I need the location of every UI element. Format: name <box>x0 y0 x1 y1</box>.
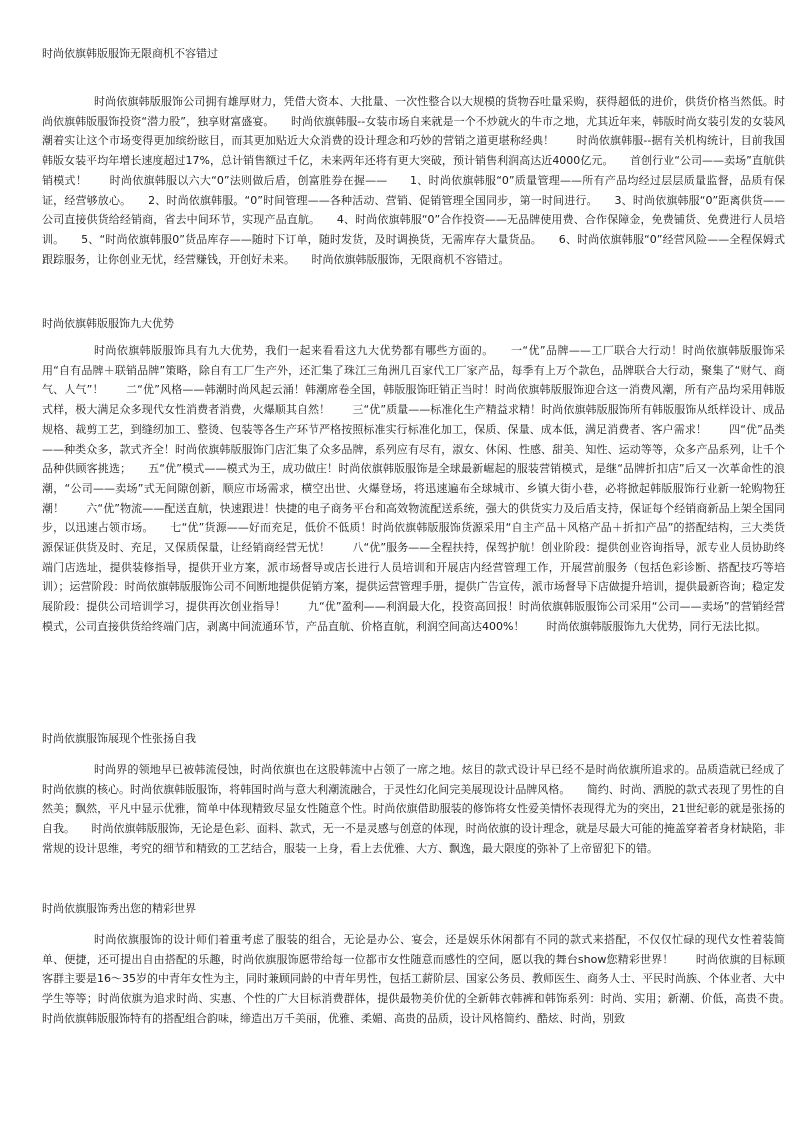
section-body-1: 时尚依旗韩版服饰公司拥有雄厚财力，凭借大资本、大批量、一次性整合以大规模的货物吞吐量采购，获得超低的进价，供货价格当然低。时尚依旗韩版服饰投资“潜力股”，独享财富盛宴。 时尚依旗韩服--女装市场自来就是一个不炒就火的牛市之地，尤其近年来，韩版时尚女装引发的女装风潮着实让这个市场变得更加缤纷眩目，而其更加贴近大众消费的设计理念和巧妙的营销之道更堪称经典！ 时尚依旗韩服--据有关机构统计，目前我国韩版女装平均年增长速度超过17%，总计销售额过千亿，未来两年还将有更大突破，预计销售利润高达近4000亿元。 首创行业“公司——卖场”直航供销模式！ 时尚依旗韩服以六大“0”法则做后盾，创富胜券在握—— 1、时尚依旗韩服“0”质量管理——所有产品均经过层层质量监督，品质有保证，经营够放心。 2、时尚依旗韩服。“0”时间管理——各种活动、营销、促销管理全国同步，第一时间进行。 3、时尚依旗韩服“0”距离供货——公司直接供货给经销商，省去中间环节，实现产品直航。 4、时尚依旗韩服“0”合作投资——无品牌使用费、合作保障金，免费铺货、免费进行人员培训。 5、“时尚依旗韩服0”货品库存——随时下订单，随时发货，及时调换货，无需库存大量货品。 6、时尚依旗韩服“0”经营风险——全程保姆式跟踪服务，让你创业无忧，经营赚钱，开创好未来。 时尚依旗韩版服饰，无限商机不容错过。 <box>42 95 785 266</box>
section-title-3: 时尚依旗服饰展现个性张扬自我 <box>42 732 196 745</box>
section-title-2: 时尚依旗韩版服饰九大优势 <box>42 317 174 330</box>
section-title-4: 时尚依旗服饰秀出您的精彩世界 <box>42 902 196 915</box>
section-body-3: 时尚界的领地早已被韩流侵蚀，时尚依旗也在这股韩流中占领了一席之地。炫目的款式设计早已经不是时尚依旗所追求的。品质造就已经成了时尚依旗的核心。时尚依旗韩版服饰，将韩国时尚与意大利潮流融合，于灵性幻化间完美展现设计品牌风格。 简约、时尚、洒脱的款式表现了男性的自然美；飘然，平凡中显示优雅，简单中体现精致尽显女性随意个性。时尚依旗借助服装的修饰将女性爱美情怀表现得尤为的突出，21世纪彰的就是张扬的自我。 时尚依旗韩版服饰，无论是色彩、面料、款式，无一不是灵感与创意的体现，时尚依旗的设计理念，就是尽最大可能的掩盖穿着者身材缺陷，非常规的设计思维，考究的细节和精致的工艺结合，服装一上身，看上去优雅、大方、飘逸，最大限度的弥补了上帝留犯下的错。 <box>42 763 785 855</box>
section-body-2: 时尚依旗韩版服饰具有九大优势，我们一起来看看这九大优势都有哪些方面的。 一“优”品牌——工厂联合大行动！时尚依旗韩版服饰采用“自有品牌＋联销品牌”策略，除自有工厂生产外，还汇集了珠江三角洲几百家代工厂家产品，每季有上万个款色，品牌联合大行动，聚集了“财气、商气、人气”！ 二“优”风格——韩潮时尚风起云涌！韩潮席卷全国，韩版服饰旺销正当时！时尚依旗韩版服饰迎合这一消费风潮，所有产品均采用韩版式样，极大满足众多现代女性消费者消费，火爆顺其自然！ 三“优”质量——标准化生产精益求精！时尚依旗韩版服饰所有韩版服饰从纸样设计、成品规格、裁剪工艺，到缝纫加工、整烫、包装等各生产环节严格按照标准实行标准化加工，保质、保量、成本低，满足消费者、客户需求！ 四“优”品类——种类众多，款式齐全！时尚依旗韩版服饰门店汇集了众多品牌，系列应有尽有，淑女、休闲、性感、甜美、知性、运动等等，众多产品系列，让千个品种供顾客挑选； 五“优”模式——模式为王，成功做庄！时尚依旗韩版服饰是全球最新崛起的服装营销模式，是继“品牌折扣店”后又一次革命性的浪潮，“公司——卖场”式无间隙创新，顺应市场需求，横空出世、火爆登场，将迅速遍布全球城市、乡镇大街小巷，必将掀起韩版服饰行业新一轮购物狂潮！ 六“优”物流——配送直航，快速跟进！快捷的电子商务平台和高效物流配送系统，强大的供货实力及后盾支持，保证每个经销商新品上架全国同步，以迅速占领市场。 七“优”货源——好而充足，低价不低质！时尚依旗韩版服饰货源采用“自主产品＋风格产品＋折扣产品”的搭配结构，三大类货源保证供货及时、充足，又保质保量，让经销商经营无忧！ 八“优”服务——全程扶持，保驾护航！创业阶段：提供创业咨询指导，派专业人员协助终端门店选址，提供装修指导，提供开业方案，派市场督导或店长进行人员培训和开展店内经营管理工作，开展营前服务（包括色彩诊断、搭配技巧等培训）；运营阶段：时尚依旗韩版服饰公司不间断地提供促销方案，提供运营管理手册，提供广告宣传，派市场督导下店做提升培训，提供最新咨询；稳定发展阶段：提供公司培训学习，提供再次创业指导！ 九“优”盈利——利润最大化，投资高回报！时尚依旗韩版服饰公司采用“公司——卖场”的营销经营模式，公司直接供货给终端门店，剥离中间流通环节，产品直航、价格直航，利润空间高达400%！ 时尚依旗韩版服饰九大优势，同行无法比拟。 <box>42 344 785 633</box>
section-body-4: 时尚依旗服饰的设计师们着重考虑了服装的组合，无论是办公、宴会，还是娱乐休闲都有不同的款式来搭配，不仅仅忙碌的现代女性着装简单、便捷，还可提出自由搭配的乐趣，时尚依旗服饰愿带给每一位都市女性随意而感性的空间，愿以我的舞台show您精彩世界！ 时尚依旗的目标顾客群主要是16～35岁的中青年女性为主，同时兼顾同龄的中青年男性，包括工薪阶层、国家公务员、教师医生、商务人士、平民时尚族、个体业者、大中学生等等；时尚依旗为追求时尚、实惠、个性的广大目标消费群体，提供最物美价优的全新韩衣韩裤和韩饰系列：时尚、实用；新潮、价低，高贵不贵。 时尚依旗韩版服饰特有的搭配组合韵味，缔造出万千美丽，优雅、柔媚、高贵的品质，设计风格简约、酷炫、时尚，别致 <box>42 933 785 1025</box>
section-title-1: 时尚依旗韩版服饰无限商机不容错过 <box>42 47 218 60</box>
